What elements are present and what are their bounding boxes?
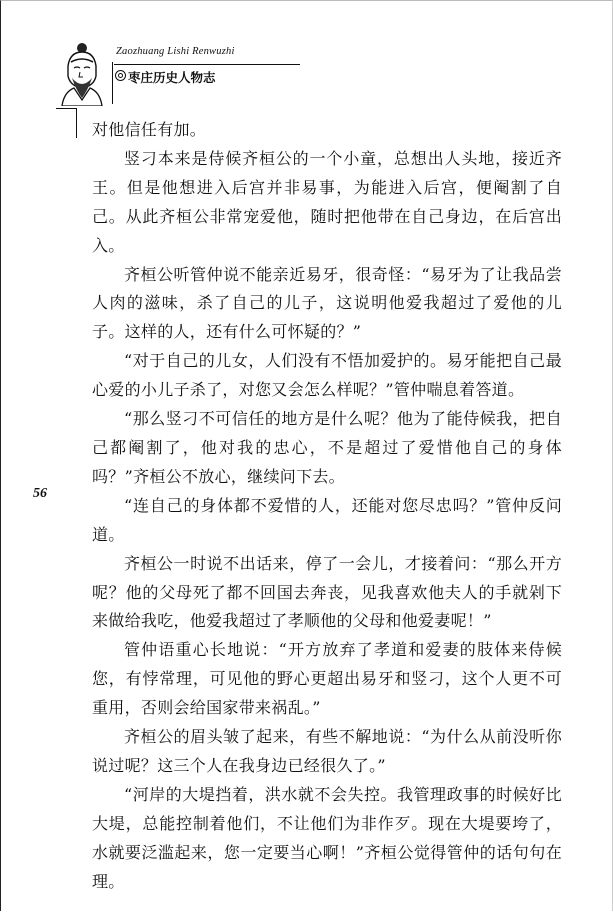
header-bracket-horizontal (56, 108, 77, 109)
page-number: 56 (33, 486, 47, 501)
series-title-chinese: 枣庄历史人物志 (128, 70, 216, 85)
body-text (92, 116, 562, 896)
header-rule (114, 64, 300, 65)
header-rule-side (112, 62, 113, 104)
paragraph: “河岸的大堤挡着，洪水就不会失控。我管理政事的时候好比大堤，总能控制着他们，不让他们为非作歹。现在大堤要垮了，水就要泛滥起来，您一定要当心啊！”齐桓公觉得管仲的话句句在理。 (92, 784, 562, 891)
paragraph: “那么竖刁不可信任的地方是什么呢？他为了能侍候我，把自己都阉割了，他对我的忠心，不是超过了爱惜他自己的身体吗？”齐桓公不放心，继续问下去。 (92, 409, 562, 486)
paragraph: “对于自己的儿女，人们没有不悟加爱护的。易牙能把自己最心爱的小儿子杀了，对您又会怎么样呢？”管仲喘息着答道。 (92, 351, 562, 400)
paragraph: 对他信任有加。 (92, 120, 207, 139)
paragraph: 管仲语重心长地说：“开方放弃了孝道和爱妻的肢体来侍候您，有悖常理，可见他的野心更超出易牙和竖刁，这个人更不可重用，否则会给国家带来祸乱。” (92, 640, 562, 718)
double-circle-icon (115, 70, 126, 81)
paragraph: 齐桓公听管仲说不能亲近易牙，很奇怪：“易牙为了让我品尝人肉的滋味，杀了自己的儿子，这说明他爱我超过了爱他的儿子。这样的人，还有什么可怀疑的？” (92, 264, 562, 342)
header-bracket-vertical (76, 108, 77, 138)
running-header (58, 40, 298, 110)
paragraph: 齐桓公一时说不出话来，停了一会儿，才接着问：“那么开方呢？他的父母死了都不回国去奔丧，见我喜欢他夫人的手就剁下来做给我吃，他爱我超过了孝顺他的父母和他爱妻呢！” (92, 553, 562, 631)
paragraph: “连自己的身体都不爱惜的人，还能对您尽忠吗？”管仲反问道。 (92, 495, 562, 544)
portrait-emblem (58, 40, 106, 106)
series-title-latin: Zaozhuang Lishi Renwuzhi (116, 46, 235, 57)
paragraph: 竖刁本来是侍候齐桓公的一个小童，总想出人头地，接近齐王。但是他想进入后宫并非易事，为能进入后宫，便阉割了自己。从此齐桓公非常宠爱他，随时把他带在自己身边，在后宫出入。 (92, 148, 562, 255)
paragraph: 齐桓公的眉头皱了起来，有些不解地说：“为什么从前没听你说过呢？这三个人在我身边已经很久了。” (92, 727, 562, 775)
